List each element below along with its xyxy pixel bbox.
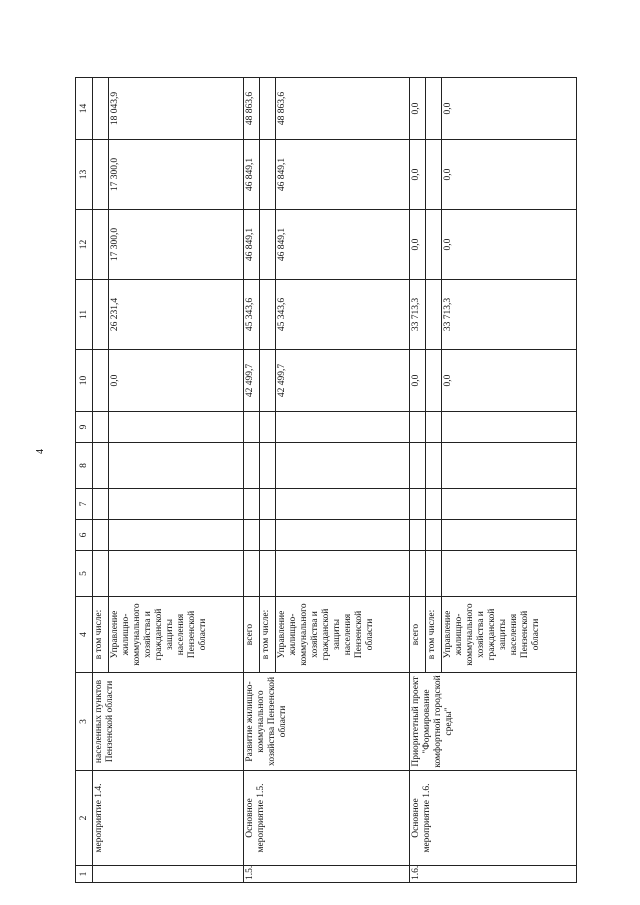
value-cell: 17 300,0 xyxy=(109,140,244,210)
value-cell xyxy=(93,412,109,443)
column-number-cell: 11 xyxy=(76,280,93,350)
value-cell xyxy=(93,78,109,140)
row-c1-cell: 1.5. xyxy=(243,866,410,883)
value-cell xyxy=(259,350,275,412)
column-number-cell: 6 xyxy=(76,520,93,551)
value-cell: 0,0 xyxy=(410,210,426,280)
executor-cell: Управление жилищно-коммунального хозяйства и гражданской защиты населения Пензенской области xyxy=(442,597,577,673)
value-cell xyxy=(410,489,426,520)
value-cell: 46 849,1 xyxy=(243,140,259,210)
value-cell xyxy=(426,280,442,350)
value-cell xyxy=(243,520,259,551)
row-c3-cell: населенных пунктов Пензенской области xyxy=(93,673,244,771)
value-cell xyxy=(275,489,410,520)
value-cell xyxy=(275,520,410,551)
value-cell xyxy=(243,551,259,597)
value-cell: 42 499,7 xyxy=(243,350,259,412)
table-body xyxy=(76,78,577,883)
value-cell xyxy=(109,489,244,520)
row-c1-cell: 1.6. xyxy=(410,866,577,883)
value-cell: 0,0 xyxy=(442,350,577,412)
value-cell xyxy=(275,551,410,597)
value-cell xyxy=(93,280,109,350)
executor-cell: всего xyxy=(243,597,259,673)
value-cell xyxy=(442,489,577,520)
value-cell: 46 849,1 xyxy=(275,210,410,280)
value-cell: 45 343,6 xyxy=(275,280,410,350)
value-cell xyxy=(243,412,259,443)
value-cell xyxy=(442,520,577,551)
value-cell xyxy=(442,443,577,489)
value-cell xyxy=(442,551,577,597)
value-cell xyxy=(243,443,259,489)
value-cell xyxy=(442,412,577,443)
value-cell xyxy=(259,520,275,551)
value-cell: 33 713,3 xyxy=(410,280,426,350)
executor-cell: Управление жилищно-коммунального хозяйства и гражданской защиты населения Пензенской области xyxy=(275,597,410,673)
value-cell: 46 849,1 xyxy=(275,140,410,210)
value-cell xyxy=(259,412,275,443)
value-cell xyxy=(259,280,275,350)
value-cell xyxy=(259,78,275,140)
column-number-cell: 2 xyxy=(76,771,93,866)
executor-cell: Управление жилищно-коммунального хозяйства и гражданской защиты населения Пензенской области xyxy=(109,597,244,673)
rotated-table-wrapper xyxy=(75,78,577,883)
value-cell xyxy=(93,551,109,597)
row-c3-cell: Развитие жилищно-коммунального хозяйства Пензенской области xyxy=(243,673,410,771)
row-c2-cell: Основное мероприятие 1.6. xyxy=(410,771,577,866)
value-cell: 42 499,7 xyxy=(275,350,410,412)
value-cell xyxy=(259,551,275,597)
value-cell: 45 343,6 xyxy=(243,280,259,350)
value-cell xyxy=(426,520,442,551)
row-c2-cell: мероприятие 1.4. xyxy=(93,771,244,866)
budget-table xyxy=(75,77,577,883)
value-cell xyxy=(109,443,244,489)
executor-cell: в том числе: xyxy=(93,597,109,673)
value-cell xyxy=(426,551,442,597)
column-number-cell: 3 xyxy=(76,673,93,771)
row-c2-cell: Основное мероприятие 1.5. xyxy=(243,771,410,866)
executor-cell: в том числе: xyxy=(426,597,442,673)
page-number: 4 xyxy=(35,449,46,454)
value-cell xyxy=(426,443,442,489)
value-cell: 48 863,6 xyxy=(243,78,259,140)
value-cell: 33 713,3 xyxy=(442,280,577,350)
table-row xyxy=(243,78,259,883)
value-cell: 0,0 xyxy=(410,78,426,140)
column-number-cell: 7 xyxy=(76,489,93,520)
value-cell xyxy=(426,412,442,443)
value-cell xyxy=(410,443,426,489)
value-cell xyxy=(93,520,109,551)
column-number-cell: 4 xyxy=(76,597,93,673)
value-cell xyxy=(426,140,442,210)
value-cell xyxy=(93,350,109,412)
column-number-cell: 1 xyxy=(76,866,93,883)
value-cell xyxy=(93,443,109,489)
value-cell xyxy=(259,140,275,210)
value-cell xyxy=(93,210,109,280)
value-cell xyxy=(410,520,426,551)
value-cell xyxy=(93,140,109,210)
value-cell: 26 231,4 xyxy=(109,280,244,350)
value-cell xyxy=(259,489,275,520)
value-cell: 0,0 xyxy=(109,350,244,412)
value-cell xyxy=(243,489,259,520)
value-cell: 17 300,0 xyxy=(109,210,244,280)
value-cell xyxy=(410,412,426,443)
value-cell: 0,0 xyxy=(410,140,426,210)
executor-cell: в том числе: xyxy=(259,597,275,673)
header-row xyxy=(76,78,93,883)
value-cell xyxy=(410,551,426,597)
value-cell xyxy=(259,443,275,489)
executor-cell: всего xyxy=(410,597,426,673)
value-cell: 18 043,9 xyxy=(109,78,244,140)
column-number-cell: 12 xyxy=(76,210,93,280)
value-cell xyxy=(426,350,442,412)
column-number-cell: 13 xyxy=(76,140,93,210)
value-cell xyxy=(275,412,410,443)
value-cell: 48 863,6 xyxy=(275,78,410,140)
column-number-cell: 5 xyxy=(76,551,93,597)
column-number-cell: 10 xyxy=(76,350,93,412)
value-cell xyxy=(93,489,109,520)
value-cell xyxy=(109,412,244,443)
value-cell: 0,0 xyxy=(442,78,577,140)
value-cell xyxy=(426,78,442,140)
row-c1-cell xyxy=(93,866,244,883)
value-cell: 0,0 xyxy=(442,140,577,210)
column-number-cell: 14 xyxy=(76,78,93,140)
value-cell xyxy=(426,489,442,520)
value-cell: 0,0 xyxy=(442,210,577,280)
column-number-cell: 9 xyxy=(76,412,93,443)
value-cell xyxy=(109,520,244,551)
value-cell xyxy=(109,551,244,597)
column-number-cell: 8 xyxy=(76,443,93,489)
value-cell xyxy=(426,210,442,280)
table-row xyxy=(410,78,426,883)
value-cell: 0,0 xyxy=(410,350,426,412)
value-cell xyxy=(275,443,410,489)
value-cell xyxy=(259,210,275,280)
row-c3-cell: Приоритетный проект "Формирование комфортной городской среды" xyxy=(410,673,577,771)
table-row xyxy=(93,78,109,883)
value-cell: 46 849,1 xyxy=(243,210,259,280)
